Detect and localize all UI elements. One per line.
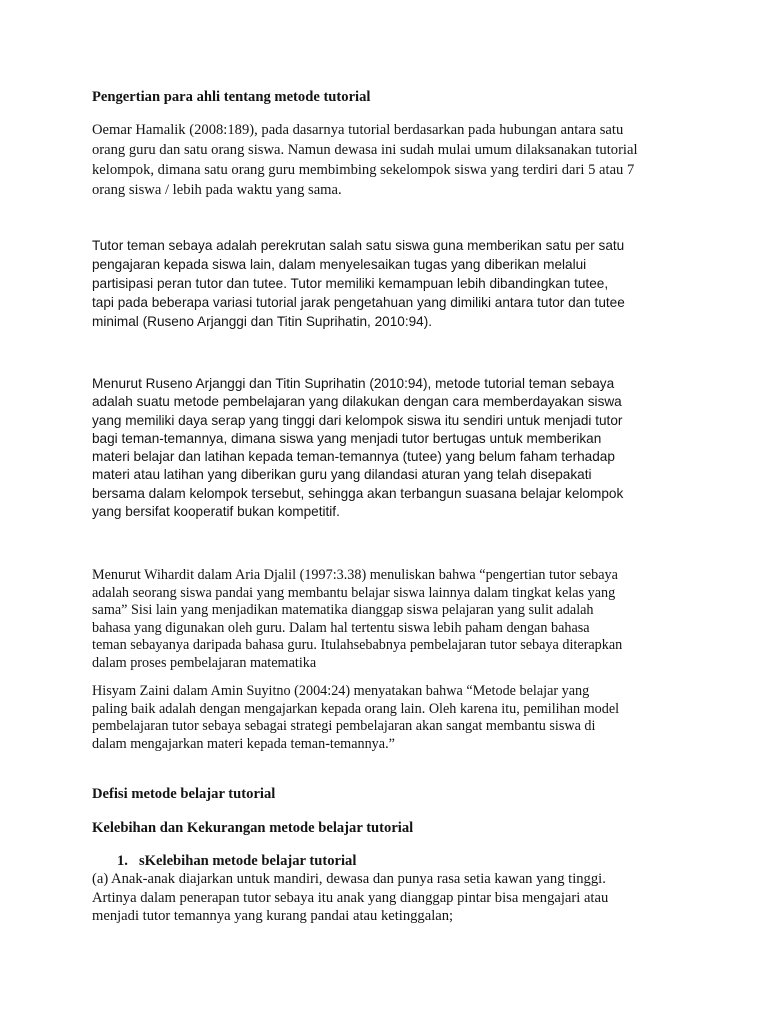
text-line: teman sebayanya daripada bahasa guru. Itulahsebabnya pembelajaran tutor sebaya diterapkan: [92, 637, 623, 653]
paragraph-tutor-teman-sebaya: [92, 236, 625, 331]
list-heading-text: sKelebihan metode belajar tutorial: [139, 853, 357, 869]
text-line: kelompok, dimana satu orang guru membimbing sekelompok siswa yang terdiri dari 5 atau 7: [92, 162, 635, 178]
paragraph-hamalik: [92, 120, 638, 200]
text-line: tapi pada beberapa variasi tutorial jarak pengetahuan yang dimiliki antara tutor dan tutee: [92, 295, 625, 310]
text-line: adalah suatu metode pembelajaran yang dilakukan dengan cara memberdayakan siswa: [92, 394, 622, 410]
list-item-a: [92, 870, 608, 926]
text-line: yang memiliki daya serap yang tinggi dari kelompok siswa itu sendiri untuk menjadi tutor: [92, 412, 623, 428]
text-line: Menurut Wihardit dalam Aria Djalil (1997:3.38) menuliskan bahwa “pengertian tutor sebaya: [92, 567, 618, 583]
text-line: orang guru dan satu orang siswa. Namun dewasa ini sudah mulai umum dilaksanakan tutorial: [92, 142, 638, 158]
text-line: orang siswa / lebih pada waktu yang sama.: [92, 182, 342, 198]
text-line: sama” Sisi lain yang menjadikan matematika dianggap siswa pelajaran yang sulit adalah: [92, 602, 594, 618]
text-line: materi atau latihan yang diberikan guru yang dilandasi aturan yang telah disepakati: [92, 467, 592, 483]
text-line: bagi teman-temannya, dimana siswa yang menjadi tutor bertugas untuk memberikan: [92, 430, 602, 446]
text-line: Oemar Hamalik (2008:189), pada dasarnya tutorial berdasarkan pada hubungan antara satu: [92, 122, 624, 138]
numbered-list-heading: [117, 851, 356, 871]
text-line: pembelajaran tutor sebaya sebagai strategi pembelajaran akan sangat membantu siswa di: [92, 718, 596, 734]
text-line: materi belajar dan latihan kepada teman-temannya (tutee) yang belum faham terhadap: [92, 449, 615, 465]
text-line: minimal (Ruseno Arjanggi dan Titin Suprihatin, 2010:94).: [92, 314, 433, 329]
paragraph-ruseno: [92, 375, 623, 521]
text-line: menjadi tutor temannya yang kurang pandai atau ketinggalan;: [92, 908, 454, 924]
text-line: bersama dalam kelompok tersebut, sehingga akan terbangun suasana belajar kelompok: [92, 485, 624, 501]
text-line: Menurut Ruseno Arjanggi dan Titin Suprihatin (2010:94), metode tutorial teman sebaya: [92, 376, 615, 391]
text-line: dalam proses pembelajaran matematika: [92, 654, 317, 671]
text-line: bahasa yang digunakan oleh guru. Dalam hal tertentu siswa lebih paham dengan bahasa: [92, 619, 590, 636]
section-title: Pengertian para ahli tentang metode tutorial: [92, 89, 371, 105]
text-line: adalah seorang siswa pandai yang membantu belajar siswa lainnya dalam tingkat kelas yang: [92, 584, 616, 601]
text-line: Artinya dalam penerapan tutor sebaya itu anak yang dianggap pintar bisa mengajari atau: [92, 889, 609, 906]
text-line: dalam mengajarkan materi kepada teman-temannya.”: [92, 735, 395, 752]
heading-kelebihan-kekurangan: Kelebihan dan Kekurangan metode belajar tutorial: [92, 820, 414, 836]
text-line: Tutor teman sebaya adalah perekrutan salah satu siswa guna memberikan satu per satu: [92, 238, 625, 253]
list-number: 1.: [117, 853, 128, 869]
text-line: Hisyam Zaini dalam Amin Suyitno (2004:24) menyatakan bahwa “Metode belajar yang: [92, 683, 590, 699]
heading-definisi: Defisi metode belajar tutorial: [92, 786, 276, 802]
text-line: (a) Anak-anak diajarkan untuk mandiri, dewasa dan punya rasa setia kawan yang tinggi.: [92, 871, 606, 887]
text-line: pengajaran kepada siswa lain, dalam menyelesaikan tugas yang diberikan melalui: [92, 257, 587, 272]
text-line: paling baik adalah dengan mengajarkan kepada orang lain. Oleh karena itu, pemilihan model: [92, 700, 620, 717]
text-line: yang bersifat kooperatif bukan kompetitif.: [92, 504, 340, 520]
paragraph-hisyam: [92, 683, 619, 753]
text-line: partisipasi peran tutor dan tutee. Tutor memiliki kemampuan lebih dibandingkan tutee,: [92, 276, 609, 291]
paragraph-wihardit: [92, 567, 622, 672]
